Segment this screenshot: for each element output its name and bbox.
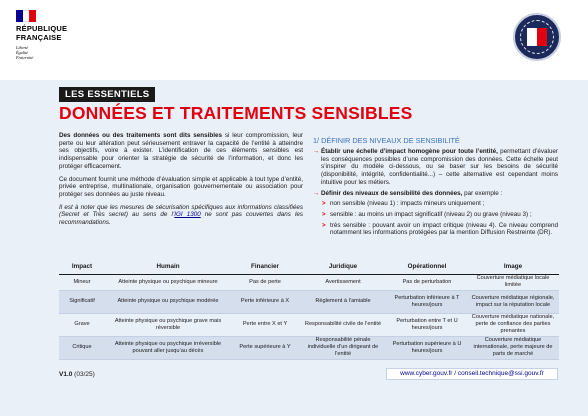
header-juridique: Juridique [299,262,387,274]
note-text-a: Il est à noter que les mesures de sécurisation spécifiques aux informations classifiées (Secret et Très secret) au sens de l’ [59,203,303,219]
level-2-text: sensible : au moins un impact significatif (niveau 2) ou grave (niveau 3) ; [330,210,532,218]
chevron-right-icon: > [322,210,326,218]
classified-note [59,204,303,227]
anssi-seal-icon [513,13,561,61]
page-title: DONNÉES ET TRAITEMENTS SENSIBLES [59,103,413,123]
marianne-logo-icon [16,10,36,22]
level-sensible [313,211,558,219]
table-cell: Couverture médiatique régionale, impact sur la réputation locale [467,290,559,313]
table-cell: Atteinte physique ou psychique irréversible pouvant aller jusqu’au décès [105,336,231,359]
impact-level: Critique [59,336,105,359]
table-cell: Pas de perturbation [387,274,467,290]
motto-liberte: Liberté [16,45,29,50]
intro-lead: Des données ou des traitements sont dits sensibles [59,132,222,139]
table-cell: Couverture médiatique internationale, perte majeure de parts de marché [467,336,559,359]
contact-links[interactable]: www.cyber.gouv.fr / conseil.technique@ssi.gouv.fr [386,368,558,380]
version-number: V1.0 [59,371,73,378]
intro-paragraph-1 [59,132,303,171]
table-cell: Pas de perte [231,274,299,290]
table-cell: Couverture médiatique nationale, perte de confiance des parties prenantes [467,313,559,336]
table-cell: Responsabilité pénale individuelle d’un dirigeant de l’entité [299,336,387,359]
intro-column [59,132,303,232]
step-1-lead: Établir une échelle d’impact homogène pour toute l’entité, [321,148,498,155]
table-row [59,290,559,313]
table-cell: Perturbation supérieure à U heures/jours [387,336,467,359]
table-row [59,274,559,290]
table-row [59,336,559,359]
level-non-sensible [313,200,558,208]
table-cell: Perte inférieure à X [231,290,299,313]
chevron-right-icon: > [322,200,326,208]
table-header-row [59,262,559,274]
header [0,0,588,80]
version-date: (03/25) [72,371,95,378]
arrow-right-icon: → [313,148,320,155]
table-cell: Avertissement [299,274,387,290]
table-cell: Règlement à l’amiable [299,290,387,313]
impact-level: Grave [59,313,105,336]
igi-1300-link[interactable]: IGI 1300 [174,211,201,219]
motto-fraternite: Fraternité [16,55,34,60]
header-financier: Financier [231,262,299,274]
step-item-2 [313,190,558,198]
republic-name [16,25,67,42]
impact-level: Significatif [59,290,105,313]
step-2-lead: Définir des niveaux de sensibilité des données, [321,189,463,197]
table-cell: Perturbation entre T et U heures/jours [387,313,467,336]
header-humain: Humain [105,262,231,274]
level-1-text: non sensible (niveau 1) : impacts mineurs uniquement ; [330,200,485,208]
republic-motto [16,45,33,60]
table-cell: Atteinte physique ou psychique modérée [105,290,231,313]
intro-paragraph-2: Ce document fournit une méthode d’évaluation simple et applicable à tout type d’entité, privée entreprise, multinationale, organisation gouvernementale ou association pour protéger ses données au juste niveau. [59,175,303,198]
content-panel [0,80,588,416]
step-item-1 [313,148,558,187]
levels-column [313,136,558,240]
header-image: Image [467,262,559,274]
section-tag: LES ESSENTIELS [59,87,155,102]
table-cell: Responsabilité civile de l’entité [299,313,387,336]
level-3-text: très sensible : pouvant avoir un impact critique (niveau 4). Ce niveau comprend notamment les informations protégées par la mention Diffusion Restreinte (DR). [330,221,558,237]
table-cell: Perte supérieure à Y [231,336,299,359]
table-cell: Perturbation inférieure à T heures/jours [387,290,467,313]
level-tres-sensible [313,222,558,237]
motto-egalite: Égalité [16,50,29,55]
intro-text: si leur compromission, leur perte ou leur altération peut sérieusement entraver la capacité de l’entité à atteindre ses objectifs, voire à exister. L’identification de ces éléments sensibles est indispensable pour orienter la stratégie de sécurité de l’information, et donc les protéger efficacement. [59,132,303,170]
header-impact: Impact [59,262,105,274]
table-cell: Atteinte physique ou psychique mineure [105,274,231,290]
note-text-b: ne sont pas couvertes dans les recommandations. [59,211,304,227]
republic-line-1: RÉPUBLIQUE [16,24,68,33]
header-operationnel: Opérationnel [387,262,467,274]
step-1-text: permettant d’évaluer les conséquences possibles d’une compromission des données. Cette échelle peut s’inspirer du modèle ci-dessous, ou se baser sur les besoins de sécurité (disponibilité, intégrité, confidentialité...) – cette alternative est cependant moins intuitive pour les métiers. [321,148,558,186]
section-heading: 1/ DÉFINIR DES NIVEAUX DE SENSIBILITÉ [313,136,460,145]
step-2-text: par exemple : [462,189,503,197]
chevron-right-icon: > [322,221,326,229]
table-cell: Perte entre X et Y [231,313,299,336]
version-label [59,370,95,379]
republic-line-2: FRANÇAISE [16,32,62,42]
table-cell: Atteinte physique ou psychique grave mais réversible [105,313,231,336]
arrow-right-icon: → [313,189,320,197]
table-row [59,313,559,336]
impact-level: Mineur [59,274,105,290]
table-cell: Couverture médiatique locale limitée [467,274,559,290]
impact-table [59,262,559,360]
